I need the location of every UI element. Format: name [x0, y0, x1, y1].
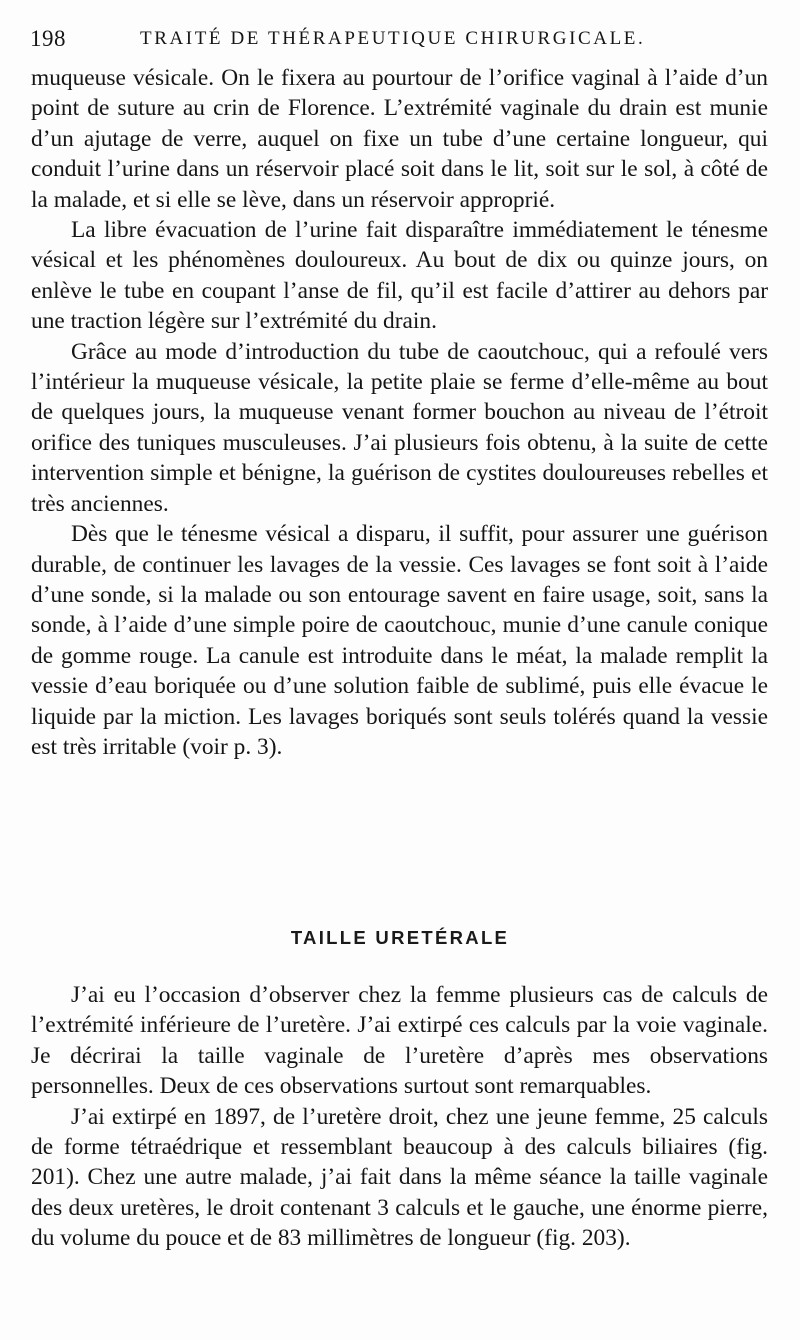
section-heading: TAILLE URETÉRALE — [290, 927, 510, 948]
running-title: TRAITÉ DE THÉRAPEUTIQUE CHIRURGICALE. — [140, 28, 646, 49]
paragraph-evacuation: La libre évacuation de l’urine fait disparaître immédiatement le ténesme vésical et les phénomènes douloureux. Au bout de dix ou quinze jours, on enlève le tube en coupant l’anse de fil, qu’il est facile d’attirer au dehors par une traction légère sur l’extrémité du drain. — [31, 217, 768, 335]
page-number: 198 — [30, 26, 66, 51]
paragraph-continuation: muqueuse vésicale. On le fixera au pourtour de l’orifice vaginal à l’aide d’un point de suture au crin de Florence. L’extrémité vaginale du drain est munie d’un ajutage de verre, auquel on fixe un tube d’une certaine longueur, qui conduit l’urine dans un réservoir placé soit dans le lit, soit sur le sol, à côté de la malade, et si elle se lève, dans un réservoir approprié. — [31, 65, 768, 213]
body-text-section — [31, 980, 768, 1254]
paragraph-lavages: Dès que le ténesme vésical a disparu, il suffit, pour assurer une guérison durable, de continuer les lavages de la vessie. Ces lavages se font soit à l’aide d’une sonde, si la malade ou son entourage savent en faire usage, soit, sans la sonde, à l’aide d’une simple poire de caoutchouc, munie d’une canule conique de gomme rouge. La canule est introduite dans le méat, la malade remplit la vessie d’eau boriquée ou d’une solution faible de sublimé, puis elle évacue le liquide par la miction. Les lavages boriqués sont seuls tolérés quand la vessie est très irritable (voir p. 3). — [31, 521, 768, 760]
paragraph-observations: J’ai extirpé en 1897, de l’uretère droit, chez une jeune femme, 25 calculs de forme tétraédrique et ressemblant beaucoup à des calculs biliaires (fig. 201). Chez une autre malade, j’ai fait dans la même séance la taille vaginale des deux uretères, le droit contenant 3 calculs et le gauche, une énorme pierre, du volume du pouce et de 83 millimètres de longueur (fig. 203). — [31, 1103, 768, 1252]
running-head — [30, 22, 770, 56]
paragraph-calculs: J’ai eu l’occasion d’observer chez la femme plusieurs cas de calculs de l’extrémité inférieure de l’uretère. J’ai extirpé ces calculs par la voie vaginale. Je décrirai la taille vaginale de l’uretère d’après mes observations personnelles. Deux de ces observations surtout sont remarquables. — [31, 982, 768, 1100]
body-text-top — [31, 63, 768, 762]
paragraph-introduction-tube: Grâce au mode d’introduction du tube de caoutchouc, qui a refoulé vers l’intérieur la muqueuse vésicale, la petite plaie se ferme d’elle-même au bout de quelques jours, la muqueuse venant former bouchon au niveau de l’étroit orifice des tuniques musculeuses. J’ai plusieurs fois obtenu, à la suite de cette intervention simple et bénigne, la guérison de cystites douloureuses rebelles et très anciennes. — [31, 338, 768, 517]
